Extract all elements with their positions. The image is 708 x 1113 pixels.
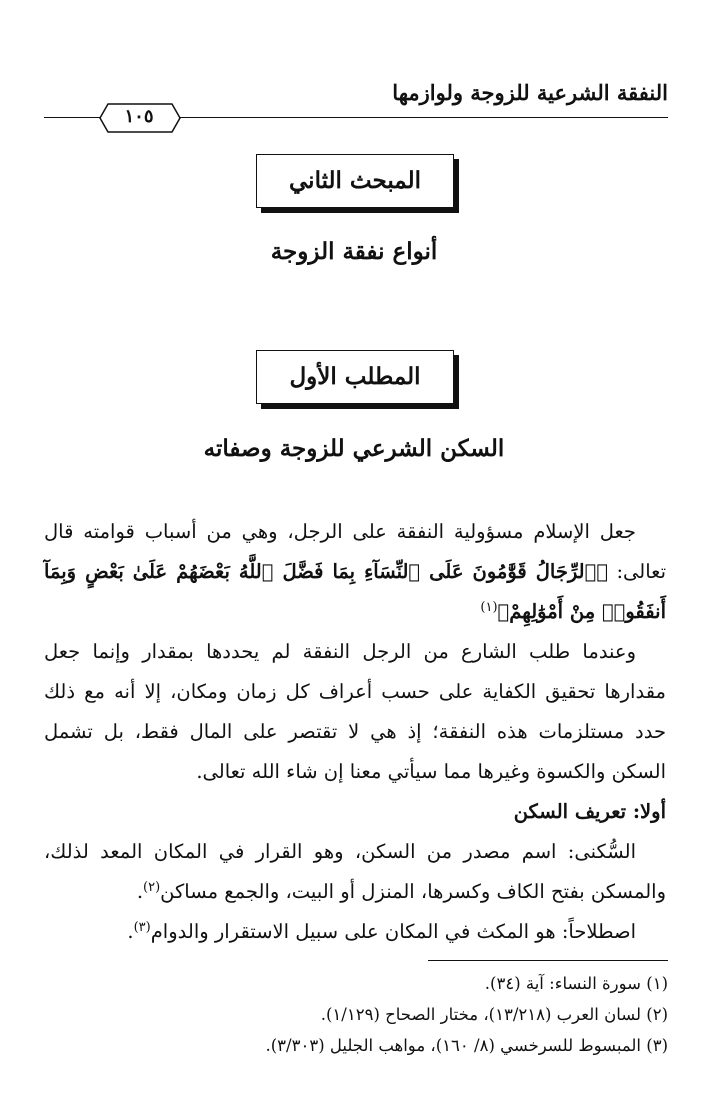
footnote-2: (٢) لسان العرب (١٣/٢١٨)، مختار الصحاح (١/١٢٩). xyxy=(320,1005,668,1024)
section-title: أنواع نفقة الزوجة xyxy=(270,238,438,265)
header-rule-left xyxy=(44,117,100,118)
footnote-1: (١) سورة النساء: آية (٣٤). xyxy=(484,974,668,993)
paragraph-1-intro: جعل الإسلام مسؤولية النفقة على الرجل، وهي من أسباب قوامته قال تعالى: xyxy=(44,520,666,583)
heading-first: أولا: تعريف السكن xyxy=(513,800,666,823)
footnote-ref-3: (٣) xyxy=(133,920,151,935)
quran-verse: ﴿ٱلرِّجَالُ قَوَّٰمُونَ عَلَى ٱلنِّسَآءِ بِمَا فَضَّلَ ٱللَّهُ بَعْضَهُمْ عَلَىٰ بَعْضٍ وَبِمَآ أَنفَقُوا۟ مِنْ أَمْوَٰلِهِمْ﴾ xyxy=(44,560,666,623)
paragraph-4-end: . xyxy=(127,920,134,943)
paragraph-1 xyxy=(44,512,666,632)
subsection-title: السكن الشرعي للزوجة وصفاته xyxy=(203,435,505,462)
section-heading-box: المبحث الثاني xyxy=(256,154,454,208)
body-text xyxy=(44,512,666,952)
footnote-separator xyxy=(428,960,668,961)
footnote-ref-1: (١) xyxy=(480,600,498,615)
paragraph-4-text: اصطلاحاً: هو المكث في المكان على سبيل الاستقرار والدوام xyxy=(150,920,636,943)
paragraph-3 xyxy=(44,832,666,912)
page-number: ١٠٥ xyxy=(124,106,154,127)
footnote-3: (٣) المبسوط للسرخسي (٨/ ١٦٠)، مواهب الجليل (٣/٣٠٣). xyxy=(265,1036,668,1055)
subsection-heading-box: المطلب الأول xyxy=(256,350,454,404)
paragraph-2: وعندما طلب الشارع من الرجل النفقة لم يحددها بمقدار وإنما جعل مقدارها تحقيق الكفاية على حسب أعراف كل زمان ومكان، إلا أنه مع ذلك حدد مستلزمات هذه النفقة؛ إذ هي لا تقتصر على المال فقط، بل تشمل السكن والكسوة وغيرها مما سيأتي معنا إن شاء الله تعالى. xyxy=(44,640,666,783)
paragraph-3-text: السُّكنى: اسم مصدر من السكن، وهو القرار في المكان المعد لذلك، والمسكن بفتح الكاف وكسرها، المنزل أو البيت، والجمع مساكن xyxy=(44,840,666,903)
footnote-ref-2: (٢) xyxy=(143,880,161,895)
running-title: النفقة الشرعية للزوجة ولوازمها xyxy=(392,80,668,105)
footnotes xyxy=(44,968,668,1061)
paragraph-4 xyxy=(44,912,666,952)
paragraph-3-end: . xyxy=(136,880,144,903)
header-rule xyxy=(178,117,668,118)
